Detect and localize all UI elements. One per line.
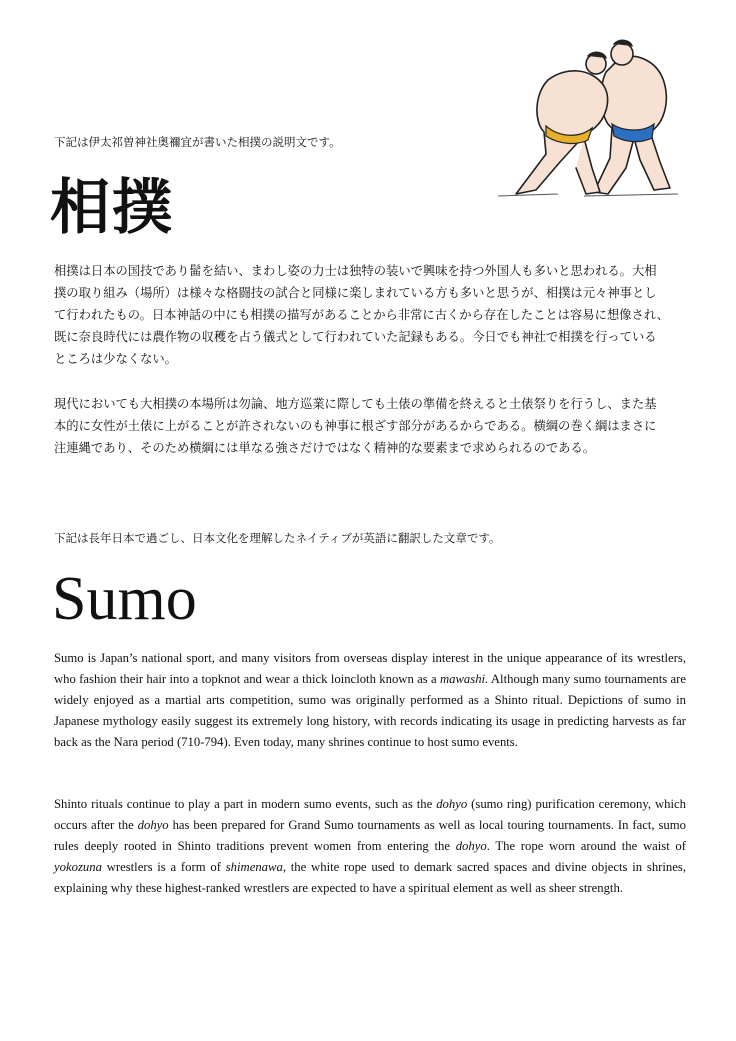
- jp-line: 相撲は日本の国技であり髷を結い、まわし姿の力士は独特の装いで興味を持つ外国人も多いと思われる。大相: [54, 264, 657, 278]
- en-paragraph-1: [54, 648, 686, 753]
- term-dohyo: dohyo: [436, 797, 468, 811]
- text-run: Shinto rituals continue to play a part in modern sumo events, such as the: [54, 797, 437, 811]
- text-run: wrestlers is a form of: [101, 860, 226, 874]
- text-run: Although many sumo tournaments are widely enjoyed as a martial arts competition, sumo was originally performed as a Shinto ritual. Depictions of sumo in Japanese mythology easily suggest its extremely long history, with records indicating its usage in predicting harvests as far back as the Nara period (710-794). Even today, many shrines continue to host sumo events.: [54, 672, 686, 749]
- term-dohyo: dohyo: [137, 818, 169, 832]
- sumo-wrestlers-illustration: [488, 28, 688, 200]
- jp-line: て行われたもの。日本神話の中にも相撲の描写があることから非常に古くから存在したことは容易に想像され、: [54, 308, 670, 322]
- text-run: , the white rope used to demark sacred spaces and divine objects in shrines, explaining why these highest-ranked wrestlers are expected to have a spiritual element as well as sheer strength.: [54, 860, 686, 895]
- jp-line: 既に奈良時代には農作物の収穫を占う儀式として行われていた記録もある。今日でも神社で相撲を行っている: [54, 330, 657, 344]
- jp-line: ところは少なくない。: [54, 352, 177, 366]
- term-dohyo: dohyo: [455, 839, 487, 853]
- jp-line: 本的に女性が土俵に上がることが許されないのも神事に根ざす部分があるからである。横綱の巻く綱はまさに: [54, 419, 657, 433]
- jp-intro-note: 下記は伊太祁曽神社奥禰宜が書いた相撲の説明文です。: [54, 135, 341, 149]
- jp-line: 撲の取り組み（場所）は様々な格闘技の試合と同様に楽しまれている方も多いと思うが、相撲は元々神事とし: [54, 286, 657, 300]
- jp-paragraph-1: [54, 260, 686, 370]
- term-mawashi: mawashi.: [439, 672, 489, 686]
- jp-title: 相撲: [50, 173, 174, 243]
- term-yokozuna: yokozuna: [54, 860, 102, 874]
- en-paragraph-2: [54, 794, 686, 899]
- text-run: (sumo ring) purification ceremony, which occurs after the: [54, 797, 686, 832]
- en-title: Sumo: [52, 565, 197, 633]
- jp-line: 注連縄であり、そのため横綱には単なる強さだけではなく精神的な要素まで求められるのである。: [54, 441, 596, 455]
- text-run: Sumo is Japan’s national sport, and many visitors from overseas display interest in the unique appearance of its wrestlers, who fashion their hair into a topknot and wear a thick loincloth known as a: [54, 651, 686, 686]
- term-shimenawa: shimenawa: [225, 860, 283, 874]
- text-run: . The rope worn around the waist of: [486, 839, 686, 853]
- jp-paragraph-2: [54, 393, 686, 459]
- en-intro-note: 下記は長年日本で過ごし、日本文化を理解したネイティブが英語に翻訳した文章です。: [54, 531, 501, 545]
- jp-line: 現代においても大相撲の本場所は勿論、地方巡業に際しても土俵の準備を終えると土俵祭りを行うし、また基: [54, 397, 657, 411]
- text-run: has been prepared for Grand Sumo tournaments as well as local touring tournaments. In fact, sumo rules deeply rooted in Shinto traditions prevent women from entering the: [54, 818, 686, 853]
